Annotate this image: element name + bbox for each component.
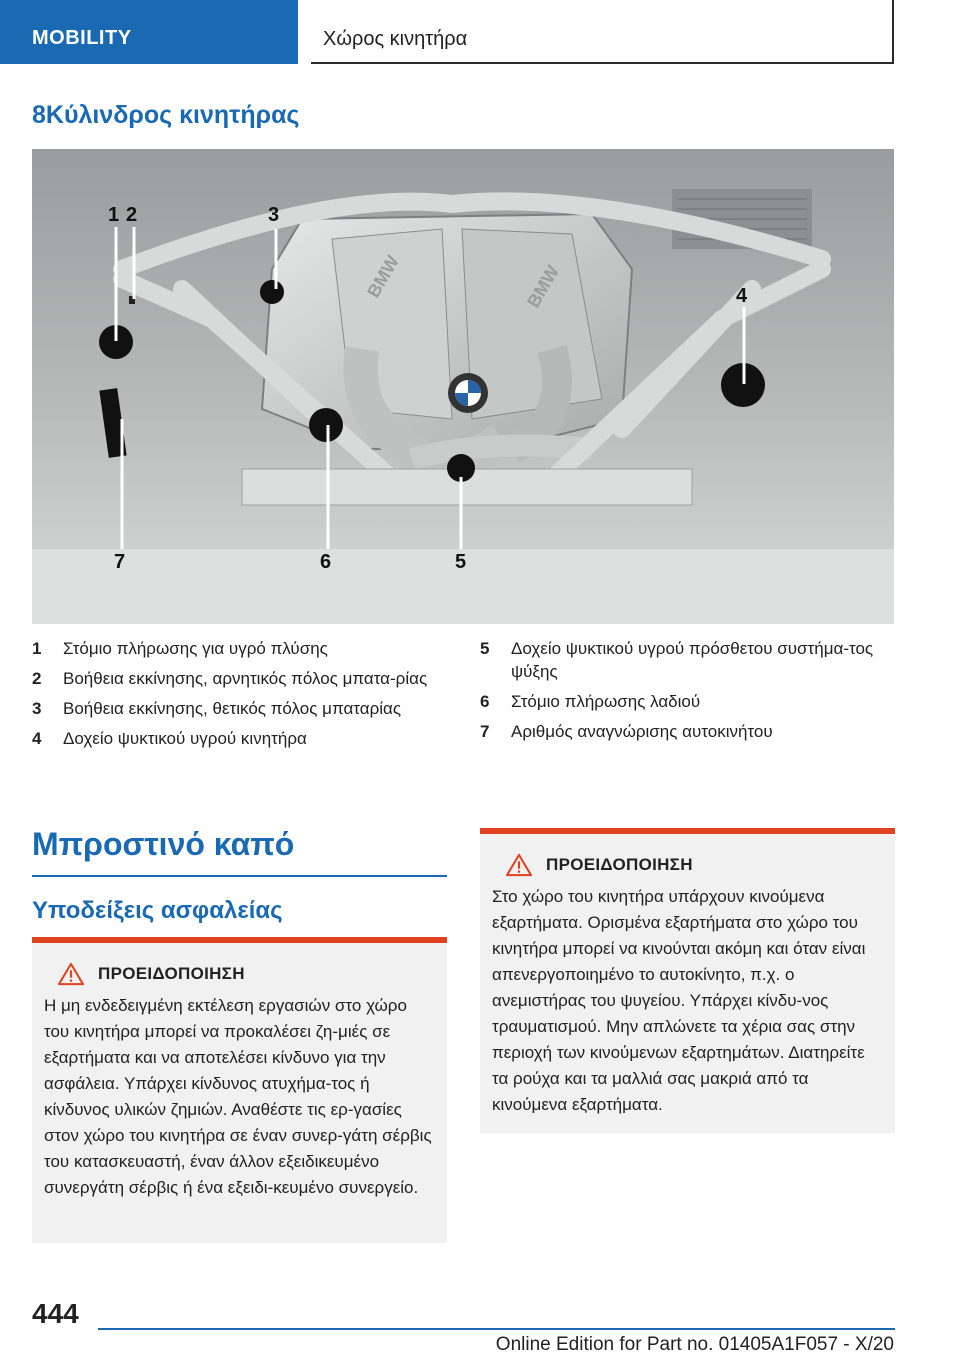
warning-header (22, 961, 435, 987)
callout-4: 4 (736, 285, 748, 307)
legend-left (32, 637, 462, 757)
heading-safety-notes: Υποδείξεις ασφαλείας (32, 897, 283, 924)
legend-num: 5 (480, 639, 490, 658)
warning-box-left (32, 937, 447, 1243)
legend-text: Στόμιο πλήρωσης λαδιού (511, 692, 701, 711)
legend-num: 6 (480, 692, 490, 711)
engine-brand-text: BMW (363, 252, 403, 301)
warning-triangle-icon (56, 962, 86, 986)
legend-num: 7 (480, 722, 490, 741)
footer-divider (98, 1328, 895, 1330)
legend-num: 1 (32, 639, 42, 658)
legend-text: Βοήθεια εκκίνησης, θετικός πόλος μπαταρίας (63, 699, 402, 718)
header-chapter-box (311, 0, 894, 64)
legend-num: 2 (32, 669, 42, 688)
callout-3: 3 (268, 204, 280, 226)
page-number: 444 (32, 1298, 79, 1329)
legend-text: Δοχείο ψυκτικού υγρού πρόσθετου συστήμα-τος ψύξης (511, 639, 874, 681)
header-chapter: Χώρος κινητήρα (323, 28, 468, 50)
callout-7: 7 (114, 551, 126, 573)
engine-bay-image (32, 149, 894, 624)
legend-num: 3 (32, 699, 42, 718)
legend-item (32, 667, 462, 690)
section-title: 8Κύλινδρος κινητήρας (32, 101, 300, 129)
legend-text: Δοχείο ψυκτικού υγρού κινητήρα (63, 729, 307, 748)
oil-filler-cap (309, 408, 343, 442)
warning-box-right (480, 828, 895, 1133)
legend-item (480, 720, 880, 743)
header-category: MOBILITY (32, 27, 132, 49)
legend-item (480, 637, 880, 683)
legend-item (32, 637, 462, 660)
battery-positive-terminal (260, 280, 284, 304)
heading-front-hood: Μπροστινό καπό (32, 826, 447, 877)
warning-text: Η μη ενδεδειγμένη εκτέλεση εργασιών στο χώρο του κινητήρα μπορεί να προκαλέσει ζη-μιές σε εξαρτήματα και να αποτελέσει κίνδυνο για την ασφάλεια. Υπάρχει κίνδυνος ατυχήμα-τος ή κίνδυνος υλικών ζημιών. Αναθέστε τις ερ-γασίες στον χώρο του κινητήρα σε έναν συνερ-γάτη σέρβις του κατασκευαστή, έναν άλλον εξειδικευμένο συνεργάτη σέρβις ή ένα εξειδι-κευμένο συνεργείο. (44, 996, 432, 1197)
footer-edition: Online Edition for Part no. 01405A1F057 - X/20 (495, 1334, 894, 1355)
callout-1: 1 (108, 204, 120, 226)
legend-item (480, 690, 880, 713)
legend-text: Βοήθεια εκκίνησης, αρνητικός πόλος μπατα-ρίας (63, 669, 428, 688)
legend-item (32, 697, 462, 720)
warning-header (470, 852, 883, 878)
legend-num: 4 (32, 729, 42, 748)
callout-6: 6 (320, 551, 332, 573)
warning-text: Στο χώρο του κινητήρα υπάρχουν κινούμενα εξαρτήματα. Ορισμένα εξαρτήματα στο χώρο του κινητήρα μπορεί να κινούνται ακόμη και όταν είναι απενεργοποιημένο το αυτοκίνητο, π.χ. ο ανεμιστήρας του ψυγείου. Υπάρχει κίνδυ-νος τραυματισμού. Μην απλώνετε τα χέρια σας στην περιοχή των κινούμενων εξαρτημάτων. Διατηρείτε τα ρούχα και τα μαλλιά σας μακριά από τα κινούμενα εξαρτήματα. (492, 887, 866, 1114)
legend-text: Στόμιο πλήρωσης για υγρό πλύσης (63, 639, 328, 658)
warning-title: ΠΡΟΕΙΔΟΠΟΙΗΣΗ (98, 964, 245, 983)
header-category-tab (0, 0, 298, 64)
warning-title: ΠΡΟΕΙΔΟΠΟΙΗΣΗ (546, 855, 693, 874)
legend-item (32, 727, 462, 750)
legend-right (480, 637, 880, 750)
engine-brand-text-2: BMW (523, 262, 563, 311)
callout-2: 2 (126, 204, 138, 226)
warning-triangle-icon (504, 853, 534, 877)
legend-text: Αριθμός αναγνώρισης αυτοκινήτου (511, 722, 773, 741)
callout-5: 5 (455, 551, 467, 573)
